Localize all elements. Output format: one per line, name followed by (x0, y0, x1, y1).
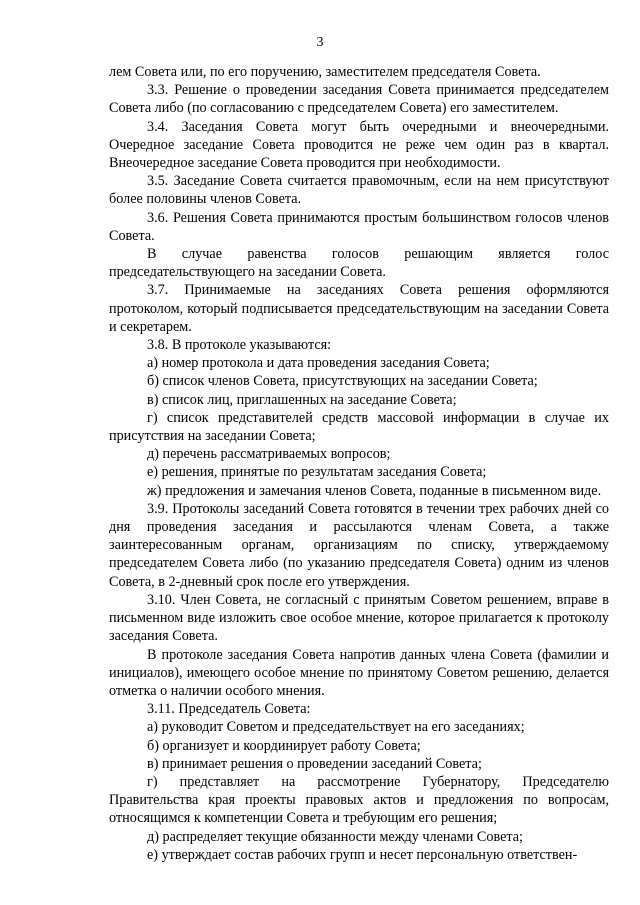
list-item: в) принимает решения о проведении заседаний Совета; (147, 755, 482, 772)
list-item: е) решения, принятые по результатам заседания Совета; (147, 464, 487, 481)
list-item: в) список лиц, приглашенных на заседание Совета; (147, 391, 457, 408)
list-item: г) представляет на рассмотрение Губернатору, Председателю Правительства края проекты правовых актов и предложения по вопросам, относящимся к компетенции Совета и требующим его решения; (109, 773, 609, 827)
document-body (109, 63, 609, 864)
list-item: б) список членов Совета, присутствующих на заседании Совета; (147, 373, 538, 390)
paragraph-3-5: 3.5. Заседание Совета считается правомочным, если на нем присутствуют более половины членов Совета. (109, 173, 609, 208)
list-item: г) список представителей средств массовой информации в случае их присутствия на заседании Совета; (109, 409, 609, 445)
page-number: 3 (316, 35, 324, 50)
paragraph-3-11: 3.11. Председатель Совета: (147, 701, 311, 718)
paragraph-3-9: 3.9. Протоколы заседаний Совета готовятся в течении трех рабочих дней со дня проведения заседания и рассылаются членам Совета, а также заинтересованным органам, организациям по списку, утверждаемому председателем Совета либо (по указанию председателя Совета) одним из членов Совета, в 2-дневный срок после его утверждения. (109, 500, 609, 590)
paragraph-dissent-note: В протоколе заседания Совета напротив данных члена Совета (фамилии и инициалов), имеющего особое мнение по принятому Советом решению, делается отметка о наличии особого мнения. (109, 646, 609, 699)
list-item: д) перечень рассматриваемых вопросов; (147, 446, 391, 463)
paragraph-3-6: 3.6. Решения Совета принимаются простым большинством голосов членов Совета. (109, 209, 609, 244)
list-item: а) номер протокола и дата проведения заседания Совета; (147, 355, 490, 372)
paragraph-tie-vote: В случае равенства голосов решающим является голос председательствующего на заседании Совета. (109, 246, 609, 281)
list-item: б) организует и координирует работу Совета; (147, 737, 421, 754)
paragraph-3-4: 3.4. Заседания Совета могут быть очередными и внеочередными. Очередное заседание Совета проводится не реже чем один раз в квартал. Внеочередное заседание Совета проводится при необходимости. (109, 118, 609, 172)
paragraph-3-7: 3.7. Принимаемые на заседаниях Совета решения оформляются протоколом, который подписывается председательствующим на заседании Совета и секретарем. (109, 282, 609, 335)
list-item: а) руководит Советом и председательствует на его заседаниях; (147, 719, 525, 736)
paragraph-continuation: лем Совета или, по его поручению, заместителем председателя Совета. (109, 64, 541, 80)
list-item: ж) предложения и замечания членов Совета, поданные в письменном виде. (147, 482, 602, 499)
list-item: е) утверждает состав рабочих групп и несет персональную ответствен- (147, 846, 578, 863)
paragraph-3-10: 3.10. Член Совета, не согласный с принятым Советом решением, вправе в письменном виде изложить свое особое мнение, которое прилагается к протоколу заседания Совета. (109, 591, 609, 645)
paragraph-3-3: 3.3. Решение о проведении заседания Совета принимается председателем Совета либо (по согласованию с председателем Совета) его заместителем. (109, 82, 609, 117)
list-item: д) распределяет текущие обязанности между членами Совета; (147, 828, 523, 845)
paragraph-3-8: 3.8. В протоколе указываются: (147, 337, 332, 354)
